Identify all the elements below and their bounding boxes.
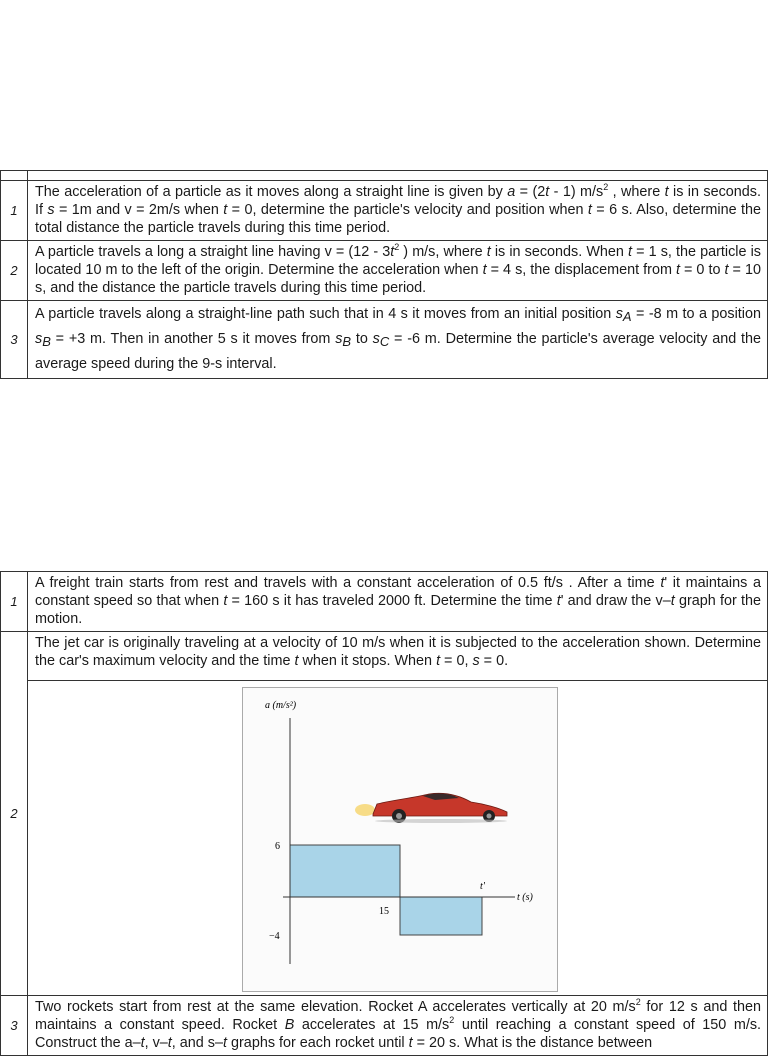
problem-text: A freight train starts from rest and travels with a constant acceleration of 0.5 ft/s . After a time t' it maintains a constant speed so that when t = 160 s it has traveled 2000 ft. Determine the time t' and draw the v–t graph for the motion. xyxy=(28,572,768,632)
positive-acceleration-bar xyxy=(290,845,400,897)
acceleration-figure xyxy=(242,687,558,992)
problem-table-2 xyxy=(0,571,768,1056)
problem-text: The acceleration of a particle as it moves along a straight line is given by a = (2t - 1) $m/s^2$ , where t is in seconds. If s = 1m and v = 2m/s when t = 0, determine the particle's velocity and position when t = 6 s. Also, determine the total distance the particle travels during this time period. xyxy=(28,181,768,241)
problem-number: 2 xyxy=(1,632,28,996)
tick-tprime-label: t' xyxy=(480,881,485,892)
problem-number: 3 xyxy=(1,996,28,1056)
problem-row xyxy=(1,181,768,241)
x-axis-label: t (s) xyxy=(517,892,533,903)
y-axis-label: a (m/s²) xyxy=(265,700,297,711)
problem-row xyxy=(1,632,768,681)
problem-row xyxy=(1,572,768,632)
tick-neg4-label: −4 xyxy=(269,931,280,942)
problem-row xyxy=(1,301,768,379)
problem-number: 1 xyxy=(1,572,28,632)
problem-row xyxy=(1,996,768,1056)
problem-text: A particle travels a long a straight line having $v = (12 - 3t^2$ ) m/s, where t is in seconds. When t = 1 s, the particle is located 10 m to the left of the origin. Determine the acceleration when t = 4 s, the displacement from t = 0 to t = 10 s, and the distance the particle travels during this time period. xyxy=(28,241,768,301)
tick-15-label: 15 xyxy=(379,906,389,917)
tick-6-label: 6 xyxy=(275,841,280,852)
problem-table-1 xyxy=(0,170,768,379)
figure-row xyxy=(1,681,768,996)
jet-car-illustration xyxy=(355,793,507,823)
problem-row xyxy=(1,241,768,301)
problem-number: 3 xyxy=(1,301,28,379)
acceleration-time-graph xyxy=(243,688,557,991)
negative-acceleration-bar xyxy=(400,897,482,935)
problem-text: Two rockets start from rest at the same elevation. Rocket A accelerates vertically at 20 $m/s^2$ for 12 s and then maintains a constant speed. Rocket B accelerates at 15 $m/s^2$ until reaching a constant speed of 150 m/s. Construct the a–t, v–t, and s–t graphs for each rocket until t = 20 s. What is the distance between xyxy=(28,996,768,1056)
problem-number: 1 xyxy=(1,181,28,241)
problem-text: The jet car is originally traveling at a velocity of 10 m/s when it is subjected to the acceleration shown. Determine the car's maximum velocity and the time t when it stops. When t = 0, s = 0. xyxy=(28,632,768,681)
problem-number: 2 xyxy=(1,241,28,301)
problem-text: A particle travels along a straight-line path such that in 4 s it moves from an initial position sA = -8 m to a position sB = +3 m. Then in another 5 s it moves from sB to sC = -6 m. Determine the particle's average velocity and the average speed during the 9-s interval. xyxy=(28,301,768,379)
